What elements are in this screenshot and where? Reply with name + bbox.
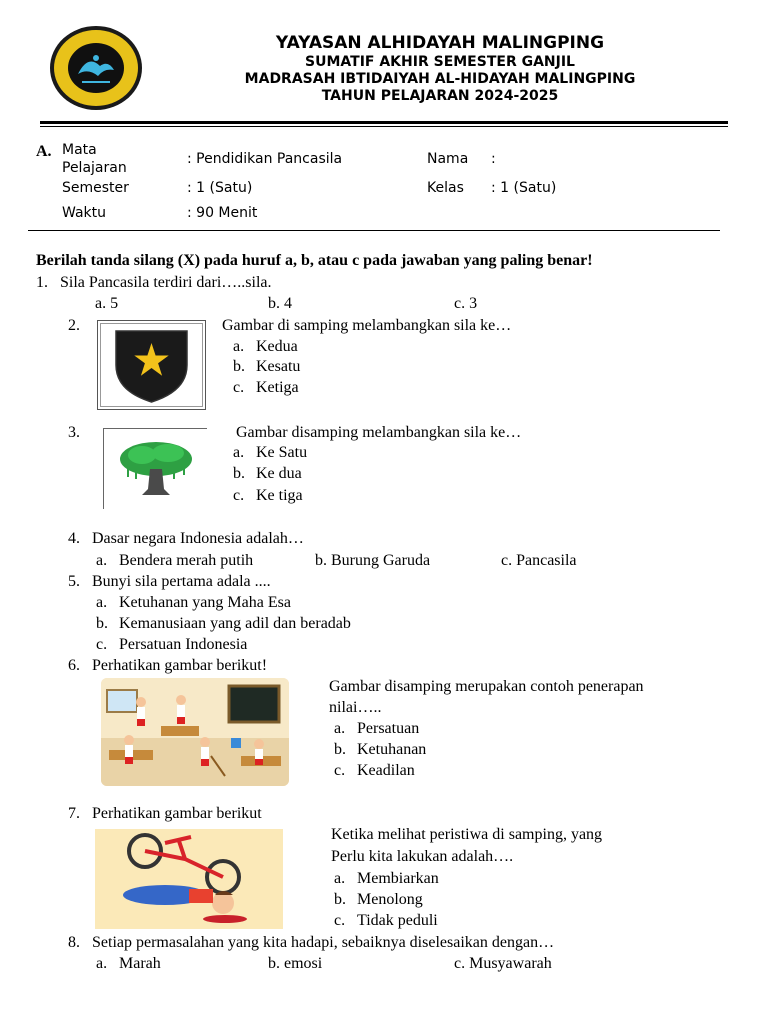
q7-text: Perhatikan gambar berikut bbox=[92, 805, 262, 822]
q6-option-a-letter: a. bbox=[334, 720, 346, 737]
q2-option-b-letter: b. bbox=[233, 358, 245, 375]
semester-value: : 1 (Satu) bbox=[187, 180, 253, 196]
q4-option-a: Bendera merah putih bbox=[119, 552, 254, 569]
q3-option-a: Ke Satu bbox=[256, 444, 308, 461]
header-school: MADRASAH IBTIDAIYAH AL-HIDAYAH MALINGPING bbox=[244, 71, 636, 87]
q7-number: 7. bbox=[68, 805, 80, 822]
classroom-cleaning-icon bbox=[101, 678, 289, 786]
q8-option-a: Marah bbox=[119, 955, 161, 972]
q2-option-a: Kedua bbox=[256, 338, 298, 355]
q7-option-c: Tidak peduli bbox=[357, 912, 438, 929]
q4-option-b: b. Burung Garuda bbox=[315, 552, 431, 569]
subject-label-2: Pelajaran bbox=[62, 160, 127, 176]
subject-label: Mata bbox=[62, 142, 97, 158]
q8-number: 8. bbox=[68, 934, 80, 951]
q7-bike-accident-image bbox=[95, 829, 283, 929]
subject-value: : Pendidikan Pancasila bbox=[187, 151, 343, 167]
q6-option-b: Ketuhanan bbox=[357, 741, 427, 758]
header-exam: SUMATIF AKHIR SEMESTER GANJIL bbox=[305, 54, 575, 70]
star-shield-icon bbox=[98, 321, 205, 409]
bike-accident-icon bbox=[95, 829, 283, 929]
header-year: TAHUN PELAJARAN 2024-2025 bbox=[321, 88, 559, 104]
q7-option-c-letter: c. bbox=[334, 912, 346, 929]
q2-option-a-letter: a. bbox=[233, 338, 245, 355]
q1-option-a: a. 5 bbox=[95, 295, 119, 312]
q2-option-c: Ketiga bbox=[256, 379, 299, 396]
class-label: Kelas bbox=[427, 180, 464, 196]
q3-text: Gambar disamping melambangkan sila ke… bbox=[236, 424, 522, 441]
logo-emblem-icon bbox=[48, 24, 144, 112]
q6-desc-line2: nilai….. bbox=[329, 699, 382, 716]
school-logo bbox=[48, 24, 144, 112]
q3-banyan-tree-image bbox=[103, 428, 207, 509]
q2-text: Gambar di samping melambangkan sila ke… bbox=[222, 317, 512, 334]
q5-option-b: Kemanusiaan yang adil dan beradab bbox=[119, 615, 351, 632]
q3-option-b-letter: b. bbox=[233, 465, 245, 482]
info-rule bbox=[28, 230, 720, 231]
header-rule-thick bbox=[40, 121, 728, 124]
q5-number: 5. bbox=[68, 573, 80, 590]
q4-option-a-letter: a. bbox=[96, 552, 108, 569]
instruction-text: Berilah tanda silang (X) pada huruf a, b, atau c pada jawaban yang paling benar! bbox=[36, 252, 593, 269]
semester-label: Semester bbox=[62, 180, 129, 196]
q7-option-a-letter: a. bbox=[334, 870, 346, 887]
q5-option-a: Ketuhanan yang Maha Esa bbox=[119, 594, 291, 611]
q4-option-c: c. Pancasila bbox=[501, 552, 577, 569]
q6-desc-line1: Gambar disamping merupakan contoh penerapan bbox=[329, 678, 644, 695]
q8-option-b: b. emosi bbox=[268, 955, 323, 972]
q2-option-b: Kesatu bbox=[256, 358, 301, 375]
q5-option-a-letter: a. bbox=[96, 594, 108, 611]
q1-option-c: c. 3 bbox=[454, 295, 478, 312]
q7-option-a: Membiarkan bbox=[357, 870, 439, 887]
name-value: : bbox=[491, 151, 496, 167]
q6-classroom-image bbox=[101, 678, 289, 786]
q5-text: Bunyi sila pertama adala .... bbox=[92, 573, 271, 590]
q2-star-shield-image bbox=[97, 320, 206, 410]
q3-option-b: Ke dua bbox=[256, 465, 302, 482]
q4-text: Dasar negara Indonesia adalah… bbox=[92, 530, 304, 547]
header-org: YAYASAN ALHIDAYAH MALINGPING bbox=[275, 33, 605, 53]
class-value: : 1 (Satu) bbox=[491, 180, 557, 196]
q5-option-b-letter: b. bbox=[96, 615, 108, 632]
q2-option-c-letter: c. bbox=[233, 379, 245, 396]
q6-text: Perhatikan gambar berikut! bbox=[92, 657, 268, 674]
q6-option-a: Persatuan bbox=[357, 720, 420, 737]
q3-option-a-letter: a. bbox=[233, 444, 245, 461]
q1-number: 1. bbox=[36, 274, 48, 291]
q3-option-c-letter: c. bbox=[233, 487, 245, 504]
name-label: Nama bbox=[427, 151, 469, 167]
q6-option-c-letter: c. bbox=[334, 762, 346, 779]
q6-option-b-letter: b. bbox=[334, 741, 346, 758]
q6-option-c: Keadilan bbox=[357, 762, 415, 779]
time-label: Waktu bbox=[62, 205, 106, 221]
q7-option-b: Menolong bbox=[357, 891, 423, 908]
q8-option-a-letter: a. bbox=[96, 955, 108, 972]
q2-number: 2. bbox=[68, 317, 80, 334]
q1-option-b: b. 4 bbox=[268, 295, 292, 312]
time-value: : 90 Menit bbox=[187, 205, 258, 221]
q6-number: 6. bbox=[68, 657, 80, 674]
q4-number: 4. bbox=[68, 530, 80, 547]
header-rule-thin bbox=[40, 126, 728, 127]
q5-option-c: Persatuan Indonesia bbox=[119, 636, 248, 653]
q7-desc-line2: Perlu kita lakukan adalah…. bbox=[331, 848, 514, 865]
section-label: A. bbox=[36, 143, 52, 160]
q3-option-c: Ke tiga bbox=[256, 487, 303, 504]
q7-desc-line1: Ketika melihat peristiwa di samping, yang bbox=[331, 826, 603, 843]
q7-option-b-letter: b. bbox=[334, 891, 346, 908]
q5-option-c-letter: c. bbox=[96, 636, 108, 653]
banyan-tree-icon bbox=[104, 429, 207, 509]
q3-number: 3. bbox=[68, 424, 80, 441]
q1-text: Sila Pancasila terdiri dari…..sila. bbox=[60, 274, 272, 291]
q8-text: Setiap permasalahan yang kita hadapi, sebaiknya diselesaikan dengan… bbox=[92, 934, 555, 951]
q8-option-c: c. Musyawarah bbox=[454, 955, 552, 972]
